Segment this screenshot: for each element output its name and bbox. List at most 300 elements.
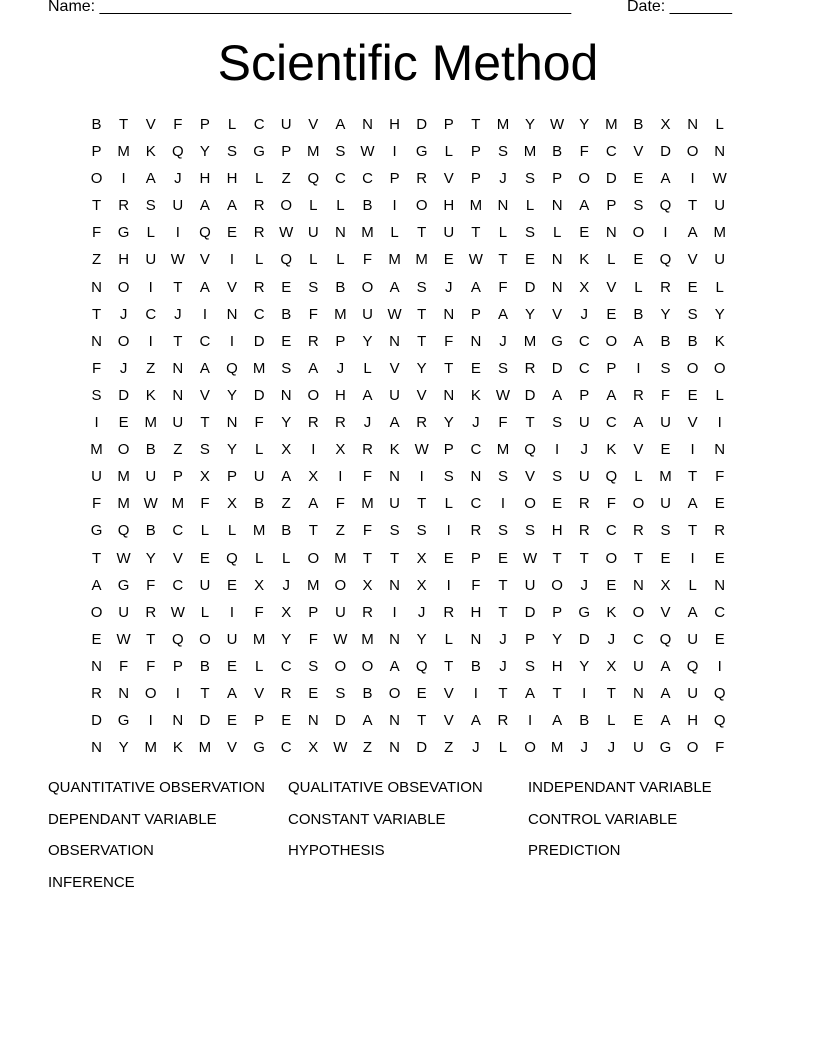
grid-letter: T (417, 305, 427, 323)
grid-letter: Y (443, 414, 454, 432)
grid-letter: U (578, 468, 590, 486)
grid-letter: H (687, 712, 699, 730)
grid-letter: U (687, 684, 699, 702)
grid-row (83, 165, 733, 192)
grid-letter: A (633, 332, 644, 350)
grid-letter: X (227, 495, 238, 513)
grid-letter: V (633, 143, 644, 161)
grid-letter: A (227, 684, 238, 702)
grid-letter: I (202, 305, 207, 323)
grid-letter: C (253, 116, 265, 133)
grid-letter: C (145, 305, 157, 323)
grid-letter: E (281, 332, 292, 350)
grid-letter: U (172, 414, 184, 432)
grid-letter: E (606, 305, 617, 323)
grid-letter: X (660, 576, 671, 594)
grid-letter: R (660, 278, 671, 296)
grid-letter: G (90, 522, 103, 540)
grid-letter: E (443, 549, 454, 567)
grid-letter: A (687, 224, 698, 242)
grid-letter: R (470, 522, 482, 540)
grid-letter: U (334, 603, 346, 621)
grid-letter: I (446, 522, 451, 540)
grid-row (83, 599, 733, 626)
word-list-item: INDEPENDANT VARIABLE (528, 779, 712, 796)
grid-letter: Y (227, 386, 238, 404)
grid-letter: F (715, 739, 725, 757)
grid-letter: W (495, 386, 511, 404)
grid-letter: W (550, 116, 565, 133)
grid-letter: R (633, 386, 644, 404)
grid-letter: N (551, 197, 563, 215)
grid-letter: P (552, 170, 563, 188)
grid-letter: P (389, 170, 400, 188)
grid-letter: B (470, 657, 481, 675)
grid-letter: M (361, 495, 374, 513)
grid-letter: Q (524, 441, 536, 459)
grid-letter: P (470, 305, 481, 323)
grid-letter: X (199, 468, 210, 486)
grid-letter: S (687, 305, 698, 323)
grid-letter: K (145, 143, 156, 161)
grid-letter: T (471, 116, 481, 133)
grid-letter: O (524, 739, 536, 757)
grid-letter: L (146, 224, 155, 242)
grid-letter: F (308, 630, 318, 648)
grid-letter: W (387, 305, 402, 323)
grid-letter: I (94, 414, 99, 432)
grid-letter: B (552, 143, 563, 161)
grid-letter: A (660, 712, 671, 730)
grid-letter: V (254, 684, 265, 702)
grid-letter: F (498, 278, 508, 296)
grid-letter: P (443, 116, 454, 133)
grid-letter: P (281, 143, 292, 161)
grid-letter: R (334, 414, 346, 432)
grid-letter: A (227, 197, 238, 215)
grid-letter: M (713, 224, 726, 242)
grid-letter: F (254, 414, 264, 432)
grid-letter: J (119, 305, 128, 323)
grid-letter: N (334, 224, 346, 242)
grid-letter: M (252, 522, 266, 540)
grid-letter: L (254, 441, 264, 459)
grid-letter: E (606, 576, 617, 594)
grid-letter: R (118, 197, 130, 215)
grid-letter: L (444, 495, 453, 513)
grid-letter: N (389, 332, 400, 350)
grid-letter: D (91, 712, 102, 730)
grid-letter: Y (199, 143, 210, 161)
grid-letter: S (199, 441, 210, 459)
grid-letter: L (634, 278, 643, 296)
grid-letter: B (362, 197, 373, 215)
grid-letter: S (497, 468, 508, 486)
word-list (48, 779, 768, 892)
grid-letter: A (552, 712, 563, 730)
grid-letter: O (90, 170, 103, 188)
grid-letter: D (524, 603, 536, 621)
grid-letter: I (717, 657, 722, 675)
grid-letter: W (414, 441, 429, 459)
grid-letter: S (308, 657, 319, 675)
grid-letter: H (551, 522, 563, 540)
grid-letter: C (172, 576, 184, 594)
grid-letter: B (633, 116, 644, 133)
grid-letter: A (389, 414, 400, 432)
grid-letter: Y (281, 630, 292, 648)
grid-letter: U (118, 603, 130, 621)
grid-letter: J (580, 305, 588, 323)
grid-letter: N (389, 630, 400, 648)
grid-letter: A (660, 170, 671, 188)
grid-letter: I (446, 576, 451, 594)
grid-letter: U (253, 468, 265, 486)
grid-letter: T (417, 224, 427, 242)
grid-letter: T (471, 224, 481, 242)
word-list-item: QUANTITATIVE OBSERVATION (48, 779, 265, 796)
grid-letter: R (497, 712, 509, 730)
grid-letter: E (714, 630, 725, 648)
grid-letter: I (148, 712, 153, 730)
grid-letter: R (416, 414, 428, 432)
word-list-item: DEPENDANT VARIABLE (48, 810, 217, 828)
word-list-item: CONSTANT VARIABLE (288, 810, 446, 828)
grid-letter: S (525, 657, 536, 675)
grid-letter: A (308, 359, 319, 377)
grid-letter: M (117, 143, 130, 161)
grid-letter: E (660, 549, 671, 567)
grid-letter: A (687, 603, 698, 621)
grid-letter: Y (660, 305, 671, 323)
grid-letter: M (171, 495, 185, 513)
grid-letter: T (362, 549, 373, 567)
grid-letter: M (198, 739, 212, 757)
grid-letter: F (498, 414, 508, 432)
grid-letter: O (90, 603, 103, 621)
grid-letter: O (334, 657, 347, 675)
grid-letter: U (199, 576, 211, 594)
word-list-item: CONTROL VARIABLE (528, 810, 678, 828)
grid-letter: I (229, 251, 235, 269)
grid-letter: N (389, 712, 400, 730)
grid-letter: R (362, 603, 373, 621)
grid-letter: S (497, 143, 508, 161)
grid-letter: R (524, 359, 536, 377)
grid-letter: V (687, 414, 698, 432)
grid-letter: P (606, 197, 617, 215)
grid-letter: A (308, 495, 319, 513)
grid-letter: L (282, 549, 291, 567)
grid-letter: E (525, 251, 536, 269)
grid-letter: N (389, 468, 400, 486)
grid-letter: I (663, 224, 668, 242)
grid-letter: T (444, 359, 454, 377)
grid-letter: A (389, 657, 400, 675)
grid-letter: N (172, 359, 184, 377)
grid-letter: I (392, 197, 397, 215)
grid-letter: N (91, 332, 102, 350)
grid-letter: S (552, 468, 563, 486)
grid-letter: Q (307, 170, 320, 188)
grid-letter: A (145, 170, 156, 188)
grid-row (83, 436, 733, 463)
grid-letter: B (281, 522, 292, 540)
grid-letter: M (144, 414, 157, 432)
grid-letter: X (416, 549, 427, 567)
grid-letter: F (91, 495, 102, 513)
grid-letter: N (470, 332, 482, 350)
grid-letter: I (717, 414, 722, 432)
grid-letter: R (91, 684, 102, 702)
grid-letter: B (254, 495, 265, 513)
grid-letter: P (443, 441, 454, 459)
grid-letter: J (445, 278, 453, 296)
grid-letter: T (389, 549, 400, 567)
grid-letter: C (253, 305, 265, 323)
grid-letter: O (632, 495, 645, 513)
grid-row (83, 355, 733, 382)
grid-letter: V (308, 116, 319, 133)
grid-letter: Q (415, 657, 428, 675)
grid-letter: M (117, 468, 130, 486)
grid-letter: U (714, 251, 726, 269)
grid-letter: L (254, 251, 264, 269)
grid-letter: O (686, 739, 699, 757)
grid-letter: T (200, 684, 210, 702)
grid-letter: J (499, 170, 507, 188)
grid-letter: P (552, 603, 563, 621)
grid-letter: E (470, 359, 481, 377)
grid-letter: N (362, 116, 373, 133)
grid-letter: T (498, 251, 508, 269)
grid-letter: Z (281, 170, 291, 188)
grid-letter: I (690, 549, 695, 567)
word-list-item: OBSERVATION (48, 842, 154, 859)
grid-letter: G (659, 739, 672, 757)
grid-letter: T (688, 522, 698, 540)
grid-letter: T (444, 657, 454, 675)
grid-row (83, 517, 733, 544)
grid-letter: D (660, 143, 671, 161)
grid-letter: T (200, 414, 210, 432)
grid-letter: D (199, 712, 211, 730)
grid-letter: P (308, 603, 319, 621)
grid-letter: J (174, 305, 182, 323)
grid-letter: A (660, 684, 671, 702)
grid-letter: B (633, 305, 644, 323)
grid-letter: I (419, 468, 424, 486)
word-list-item: INFERENCE (48, 873, 135, 891)
grid-letter: V (227, 278, 238, 296)
grid-letter: L (607, 712, 616, 730)
grid-letter: S (525, 522, 536, 540)
grid-letter: F (471, 576, 481, 594)
grid-letter: R (578, 522, 590, 540)
grid-letter: N (280, 386, 292, 404)
grid-letter: C (470, 495, 482, 513)
grid-letter: S (335, 143, 346, 161)
grid-letter: O (280, 197, 293, 215)
grid-letter: M (388, 251, 401, 269)
grid-letter: W (279, 224, 294, 242)
grid-letter: P (579, 386, 590, 404)
grid-letter: F (91, 359, 102, 377)
grid-letter: V (633, 441, 644, 459)
grid-letter: B (362, 684, 373, 702)
page-title: Scientific Method (217, 35, 599, 91)
grid-letter: O (605, 549, 618, 567)
grid-letter: O (199, 630, 211, 648)
grid-letter: J (336, 359, 345, 377)
grid-letter: P (335, 332, 346, 350)
grid-letter: C (578, 332, 590, 350)
grid-letter: H (389, 116, 400, 133)
grid-row (83, 734, 733, 761)
grid-letter: T (579, 549, 589, 567)
grid-letter: C (334, 170, 346, 188)
grid-letter: C (470, 441, 482, 459)
grid-row (83, 680, 733, 707)
grid-letter: J (607, 630, 616, 648)
grid-letter: X (660, 116, 671, 133)
grid-letter: I (636, 359, 641, 377)
grid-letter: S (525, 170, 536, 188)
grid-letter: M (334, 549, 347, 567)
grid-letter: Q (171, 630, 184, 648)
grid-letter: N (307, 712, 319, 730)
grid-letter: M (361, 224, 374, 242)
grid-letter: Y (145, 549, 156, 567)
grid-letter: N (443, 386, 455, 404)
grid-letter: K (714, 332, 725, 350)
grid-letter: L (309, 251, 318, 269)
grid-letter: F (362, 468, 373, 486)
grid-letter: M (496, 441, 510, 459)
grid-letter: V (389, 359, 400, 377)
grid-letter: O (686, 359, 699, 377)
grid-letter: Q (659, 197, 672, 215)
grid-letter: M (469, 197, 483, 215)
grid-letter: O (632, 224, 645, 242)
grid-letter: J (472, 739, 480, 757)
grid-letter: J (499, 332, 507, 350)
grid-letter: S (443, 468, 454, 486)
grid-letter: T (417, 332, 427, 350)
grid-letter: S (389, 522, 400, 540)
grid-letter: A (660, 657, 671, 675)
grid-letter: K (579, 251, 590, 269)
grid-letter: I (121, 170, 126, 188)
grid-letter: Z (335, 522, 345, 540)
grid-row (83, 219, 733, 246)
grid-letter: O (117, 278, 130, 296)
grid-letter: S (497, 359, 508, 377)
grid-letter: U (307, 224, 319, 242)
grid-letter: M (117, 495, 130, 513)
grid-letter: F (146, 657, 156, 675)
word-list-item: QUALITATIVE OBSEVATION (288, 779, 483, 796)
grid-row (83, 707, 733, 734)
grid-letter: E (552, 495, 563, 513)
grid-letter: W (170, 251, 185, 269)
grid-letter: F (200, 495, 210, 513)
grid-letter: A (199, 197, 210, 215)
grid-letter: O (144, 684, 157, 702)
grid-letter: R (416, 170, 428, 188)
grid-letter: J (363, 414, 372, 432)
grid-letter: L (444, 143, 453, 161)
grid-letter: I (582, 684, 587, 702)
grid-letter: M (523, 332, 537, 350)
grid-letter: L (200, 603, 210, 621)
grid-letter: I (148, 332, 153, 350)
grid-letter: R (307, 332, 319, 350)
grid-letter: N (172, 712, 184, 730)
grid-letter: N (714, 441, 726, 459)
grid-letter: V (443, 684, 454, 702)
grid-letter: E (227, 657, 238, 675)
grid-letter: I (148, 278, 153, 296)
grid-letter: L (254, 170, 264, 188)
grid-letter: C (199, 332, 211, 350)
grid-letter: Z (362, 739, 373, 757)
grid-letter: B (660, 332, 671, 350)
grid-letter: B (579, 712, 590, 730)
grid-letter: N (551, 278, 563, 296)
grid-letter: E (416, 684, 427, 702)
grid-letter: J (499, 630, 507, 648)
grid-letter: N (714, 576, 726, 594)
grid-letter: B (145, 522, 156, 540)
grid-letter: K (145, 386, 156, 404)
grid-letter: L (309, 197, 318, 215)
grid-letter: O (415, 197, 428, 215)
grid-letter: W (712, 170, 727, 188)
word-search-grid (83, 111, 733, 761)
grid-letter: J (580, 576, 588, 594)
grid-letter: E (687, 386, 698, 404)
grid-letter: P (199, 116, 210, 133)
grid-letter: L (498, 739, 508, 757)
grid-letter: Q (226, 359, 238, 377)
grid-letter: L (227, 116, 237, 133)
grid-letter: S (227, 143, 238, 161)
grid-letter: L (607, 251, 616, 269)
grid-letter: D (578, 630, 590, 648)
grid-letter: F (308, 305, 318, 323)
grid-letter: U (633, 657, 644, 675)
grid-letter: S (416, 522, 427, 540)
grid-letter: Z (281, 495, 291, 513)
grid-letter: N (443, 305, 455, 323)
grid-letter: A (470, 278, 481, 296)
grid-letter: U (172, 197, 184, 215)
grid-letter: G (253, 739, 265, 757)
grid-row (83, 246, 733, 273)
grid-letter: Z (91, 251, 102, 269)
grid-letter: D (605, 170, 617, 188)
grid-letter: T (417, 495, 427, 513)
grid-letter: V (199, 386, 210, 404)
grid-row (83, 409, 733, 436)
grid-letter: O (632, 603, 645, 621)
grid-row (83, 328, 733, 355)
grid-letter: T (688, 468, 698, 486)
grid-letter: F (362, 522, 373, 540)
grid-letter: F (606, 495, 616, 513)
grid-letter: F (173, 116, 183, 133)
